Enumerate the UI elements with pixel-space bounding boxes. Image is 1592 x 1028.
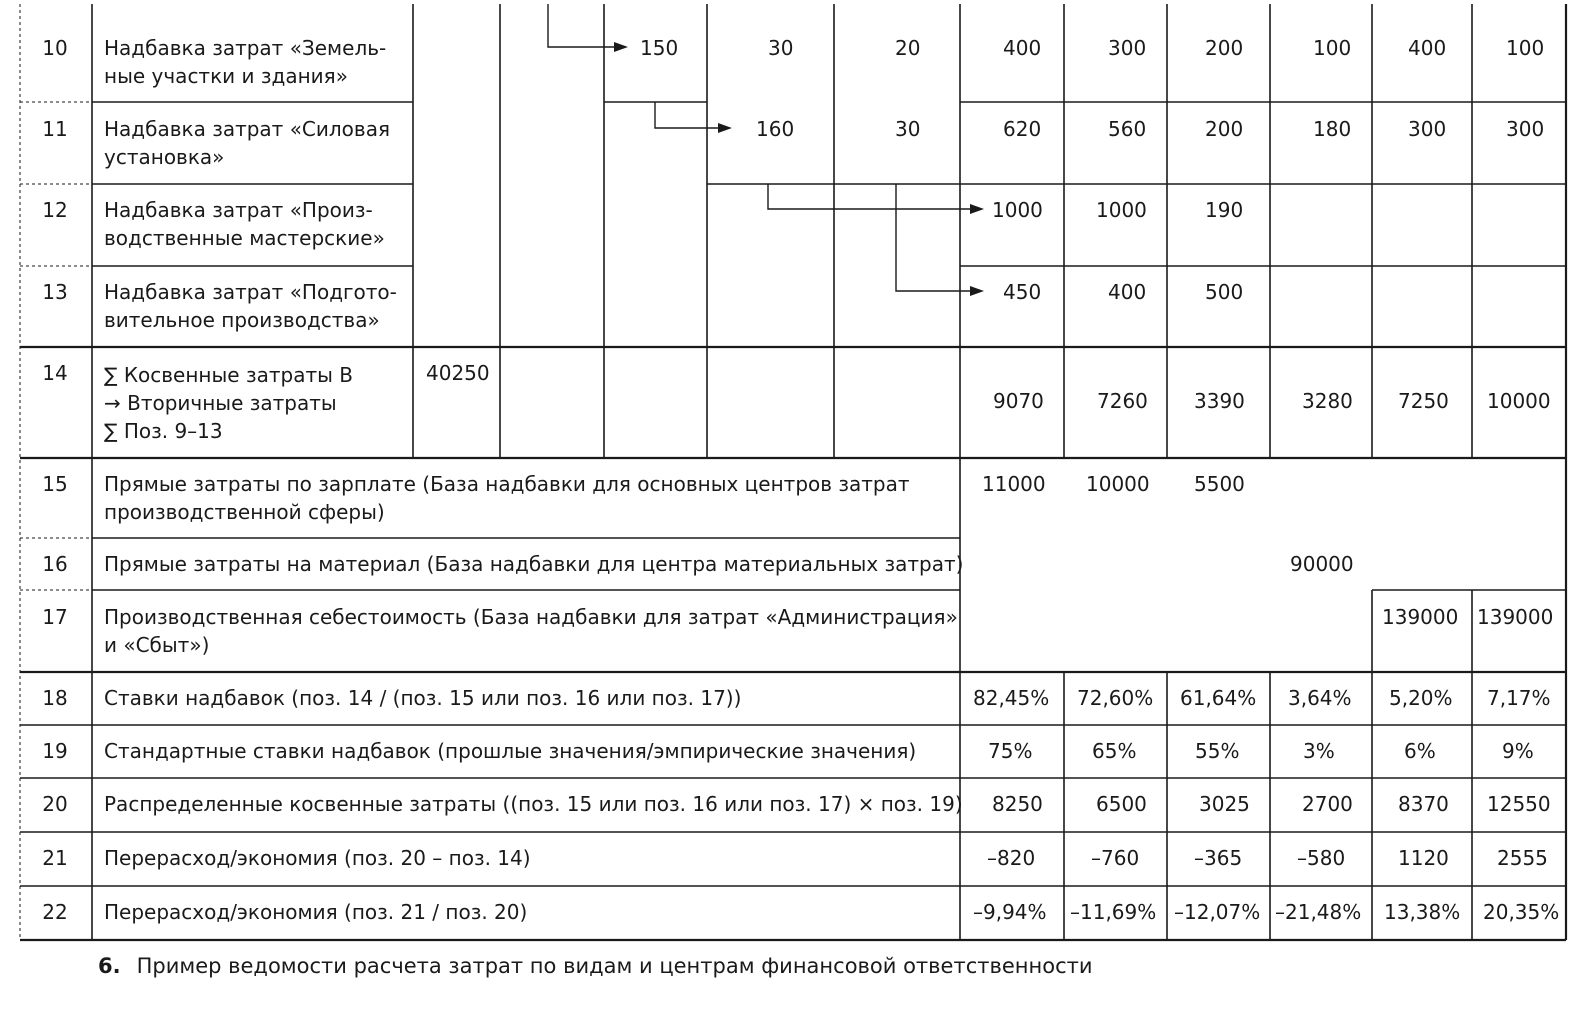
- value-cell: 6500: [1096, 792, 1147, 816]
- label-line: ные участки и здания»: [104, 64, 348, 88]
- row-number: 19: [42, 739, 68, 763]
- value-cell: 3,64%: [1288, 686, 1352, 710]
- row-label: [104, 470, 910, 526]
- row-label: [104, 196, 385, 252]
- value-cell: 2555: [1497, 846, 1548, 870]
- value-cell: 1120: [1398, 846, 1449, 870]
- value-cell: 200: [1205, 36, 1244, 60]
- value-cell: 1000: [1096, 198, 1147, 222]
- row-label: [104, 684, 741, 712]
- label-line: Производственная себестоимость (База надбавки для затрат «Администрация»: [104, 605, 958, 629]
- label-line: Надбавка затрат «Силовая: [104, 117, 390, 141]
- value-cell: 10000: [1086, 472, 1150, 496]
- row-number: 15: [42, 472, 68, 496]
- row-label: [104, 361, 353, 445]
- label-line: Надбавка затрат «Земель-: [104, 36, 387, 60]
- label-line: Стандартные ставки надбавок (прошлые значения/эмпирические значения): [104, 739, 917, 763]
- value-cell: 11000: [982, 472, 1046, 496]
- row-number: 14: [42, 361, 68, 385]
- label-line: Перерасход/экономия (поз. 20 – поз. 14): [104, 846, 531, 870]
- row-label: [104, 898, 527, 926]
- row-label: [104, 603, 958, 659]
- value-cell: 12550: [1487, 792, 1551, 816]
- value-cell: 72,60%: [1077, 686, 1154, 710]
- caption-number: 6.: [98, 954, 121, 978]
- label-line: Ставки надбавок (поз. 14 / (поз. 15 или поз. 16 или поз. 17)): [104, 686, 742, 710]
- value-cell: –580: [1297, 846, 1346, 870]
- caption-text: Пример ведомости расчета затрат по видам и центрам финансовой ответственности: [136, 954, 1093, 978]
- row-label: [104, 115, 390, 171]
- value-cell: 620: [1003, 117, 1042, 141]
- value-cell: 7,17%: [1487, 686, 1551, 710]
- row-number: 16: [42, 552, 68, 576]
- value-cell: –760: [1091, 846, 1140, 870]
- value-cell: 400: [1108, 280, 1147, 304]
- label-line: ∑ Косвенные затраты В: [104, 363, 353, 387]
- allocation-value: 150: [640, 36, 679, 60]
- value-cell: –820: [987, 846, 1036, 870]
- label-line: ∑ Поз. 9–13: [104, 419, 223, 443]
- row-label: [104, 34, 386, 90]
- value-cell: 8250: [992, 792, 1043, 816]
- label-line: вительное производства»: [104, 308, 380, 332]
- value-cell: –365: [1194, 846, 1243, 870]
- value-cell: 13,38%: [1384, 900, 1461, 924]
- label-line: Перерасход/экономия (поз. 21 / поз. 20): [104, 900, 528, 924]
- value-cell: 300: [1108, 36, 1147, 60]
- value-cell: 75%: [988, 739, 1033, 763]
- row-label: [104, 790, 963, 818]
- total-indirect-costs: 40250: [426, 361, 490, 385]
- row-label: [104, 737, 916, 765]
- value-cell: 7250: [1398, 389, 1449, 413]
- row-label: [104, 844, 531, 872]
- allocation-value: 30: [895, 117, 921, 141]
- row-number: 21: [42, 846, 68, 870]
- row-number: 22: [42, 900, 68, 924]
- label-line: → Вторичные затраты: [104, 391, 337, 415]
- value-cell: 100: [1313, 36, 1352, 60]
- figure-caption: [98, 954, 1093, 978]
- value-cell: –11,69%: [1070, 900, 1157, 924]
- value-cell: 2700: [1302, 792, 1353, 816]
- row-label: [104, 278, 397, 334]
- label-line: Прямые затраты на материал (База надбавки для центра материальных затрат): [104, 552, 964, 576]
- row-number: 12: [42, 198, 68, 222]
- value-cell: 100: [1506, 36, 1545, 60]
- value-cell: 560: [1108, 117, 1147, 141]
- row-number: 20: [42, 792, 68, 816]
- value-cell: 190: [1205, 198, 1244, 222]
- value-cell: 500: [1205, 280, 1244, 304]
- label-line: Надбавка затрат «Подгото-: [104, 280, 397, 304]
- row-number: 18: [42, 686, 68, 710]
- value-cell: 82,45%: [973, 686, 1050, 710]
- row-number: 11: [42, 117, 68, 141]
- value-cell: 5,20%: [1389, 686, 1453, 710]
- value-cell: 450: [1003, 280, 1042, 304]
- value-cell: 5500: [1194, 472, 1245, 496]
- value-cell: 1000: [992, 198, 1043, 222]
- value-cell: 200: [1205, 117, 1244, 141]
- value-cell: 400: [1003, 36, 1042, 60]
- row-number: 17: [42, 605, 68, 629]
- row-number: 13: [42, 280, 68, 304]
- value-cell: 7260: [1097, 389, 1148, 413]
- value-cell: 300: [1408, 117, 1447, 141]
- value-cell: 180: [1313, 117, 1352, 141]
- value-cell: 9070: [993, 389, 1044, 413]
- value-cell: 61,64%: [1180, 686, 1257, 710]
- value-cell: –9,94%: [973, 900, 1047, 924]
- label-line: Распределенные косвенные затраты ((поз. 15 или поз. 16 или поз. 17) × поз. 19): [104, 792, 963, 816]
- row-label: [104, 550, 963, 578]
- value-cell: 8370: [1398, 792, 1449, 816]
- value-cell: 300: [1506, 117, 1545, 141]
- value-cell: 139000: [1382, 605, 1459, 629]
- allocation-value: 20: [895, 36, 921, 60]
- label-line: установка»: [104, 145, 225, 169]
- value-cell: 3%: [1303, 739, 1335, 763]
- value-cell: –12,07%: [1174, 900, 1261, 924]
- value-cell: 65%: [1092, 739, 1137, 763]
- value-cell: 20,35%: [1483, 900, 1560, 924]
- value-cell: –21,48%: [1275, 900, 1362, 924]
- value-cell: 139000: [1477, 605, 1554, 629]
- value-cell: 3390: [1194, 389, 1245, 413]
- label-line: производственной сферы): [104, 500, 385, 524]
- value-cell: 90000: [1290, 552, 1354, 576]
- label-line: и «Сбыт»): [104, 633, 210, 657]
- allocation-value: 30: [768, 36, 794, 60]
- value-cell: 3280: [1302, 389, 1353, 413]
- value-cell: 6%: [1404, 739, 1436, 763]
- value-cell: 9%: [1502, 739, 1534, 763]
- value-cell: 400: [1408, 36, 1447, 60]
- value-cell: 55%: [1195, 739, 1240, 763]
- allocation-value: 160: [756, 117, 795, 141]
- label-line: водственные мастерские»: [104, 226, 385, 250]
- label-line: Надбавка затрат «Произ-: [104, 198, 373, 222]
- value-cell: 10000: [1487, 389, 1551, 413]
- row-number: 10: [42, 36, 68, 60]
- value-cell: 3025: [1199, 792, 1250, 816]
- label-line: Прямые затраты по зарплате (База надбавки для основных центров затрат: [104, 472, 910, 496]
